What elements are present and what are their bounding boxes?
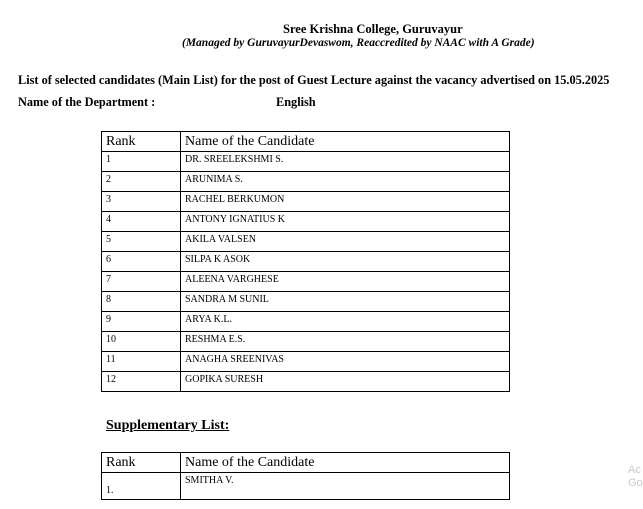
candidate-name-cell: ARYA K.L. (181, 312, 510, 332)
watermark-line: Ac (628, 464, 641, 476)
table-row (102, 212, 510, 232)
rank-cell: 8 (102, 292, 181, 312)
table-row (102, 272, 510, 292)
rank-cell: 6 (102, 252, 181, 272)
candidate-name-cell: ANTONY IGNATIUS K (181, 212, 510, 232)
college-name: Sree Krishna College, Guruvayur (283, 22, 463, 36)
rank-cell: 2 (102, 172, 181, 192)
department-value: English (276, 95, 316, 109)
rank-cell: 1. (102, 473, 181, 500)
candidate-name-cell: SILPA K ASOK (181, 252, 510, 272)
table-header-row (102, 132, 510, 152)
management-line: (Managed by GuruvayurDevaswom, Reaccredited by NAAC with A Grade) (182, 37, 535, 49)
supplementary-list-heading: Supplementary List: (106, 418, 230, 433)
department-label: Name of the Department : (18, 95, 156, 109)
table-row (102, 232, 510, 252)
table-row (102, 292, 510, 312)
candidate-name-cell: ANAGHA SREENIVAS (181, 352, 510, 372)
table-row (102, 152, 510, 172)
table-row (102, 352, 510, 372)
rank-cell: 9 (102, 312, 181, 332)
rank-cell: 12 (102, 372, 181, 392)
list-heading: List of selected candidates (Main List) for the post of Guest Lecture against the vacancy advertised on 15.05.2025 (18, 73, 610, 87)
table-row (102, 172, 510, 192)
candidate-name-cell: DR. SREELEKSHMI S. (181, 152, 510, 172)
rank-cell: 3 (102, 192, 181, 212)
supplementary-list-table (101, 452, 510, 500)
rank-cell: 4 (102, 212, 181, 232)
candidate-name-cell: RACHEL BERKUMON (181, 192, 510, 212)
candidate-name-cell: GOPIKA SURESH (181, 372, 510, 392)
rank-cell: 7 (102, 272, 181, 292)
rank-cell: 10 (102, 332, 181, 352)
edge-watermark-text (628, 464, 643, 490)
rank-header: Rank (102, 453, 181, 473)
candidate-name-cell: SMITHA V. (181, 473, 510, 500)
table-header-row (102, 453, 510, 473)
candidate-name-header: Name of the Candidate (181, 132, 510, 152)
table-row (102, 192, 510, 212)
watermark-line: Go (628, 477, 643, 489)
table-row (102, 332, 510, 352)
rank-header: Rank (102, 132, 181, 152)
rank-cell: 1 (102, 152, 181, 172)
candidate-name-cell: AKILA VALSEN (181, 232, 510, 252)
rank-cell: 11 (102, 352, 181, 372)
candidate-name-cell: ARUNIMA S. (181, 172, 510, 192)
table-row (102, 372, 510, 392)
table-row (102, 473, 510, 500)
candidate-name-header: Name of the Candidate (181, 453, 510, 473)
candidate-name-cell: SANDRA M SUNIL (181, 292, 510, 312)
main-list-table (101, 131, 510, 392)
table-row (102, 252, 510, 272)
table-row (102, 312, 510, 332)
candidate-name-cell: ALEENA VARGHESE (181, 272, 510, 292)
candidate-name-cell: RESHMA E.S. (181, 332, 510, 352)
rank-cell: 5 (102, 232, 181, 252)
